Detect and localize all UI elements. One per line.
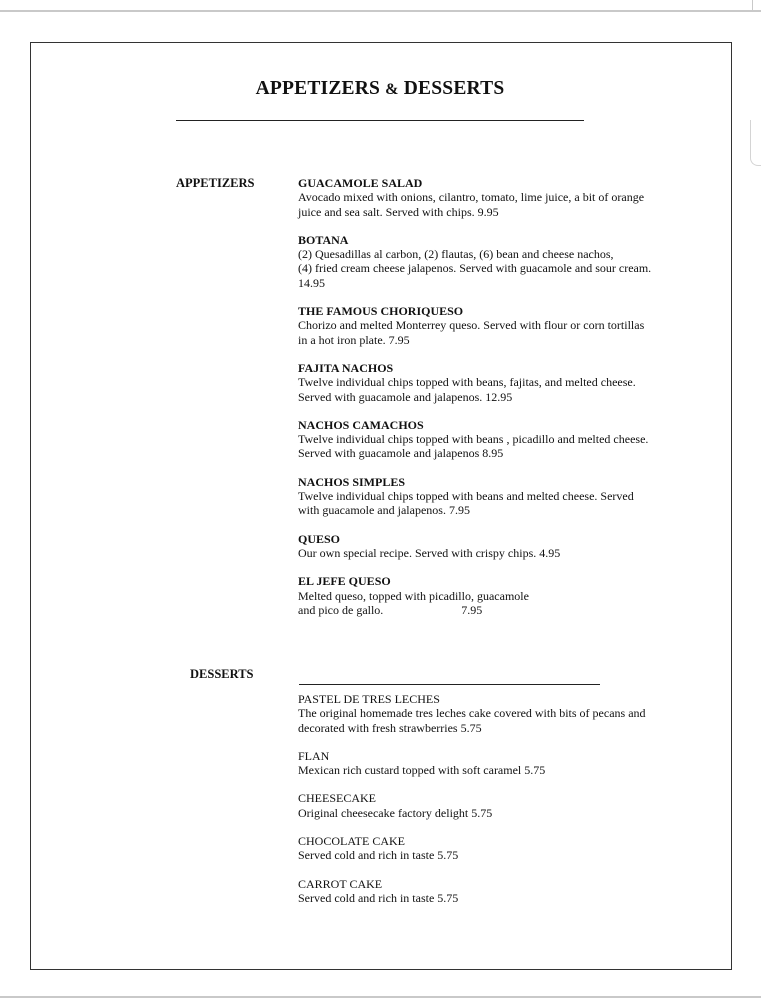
desserts-list (298, 692, 698, 905)
bottom-border-line (0, 996, 761, 998)
menu-item-name: QUESO (298, 531, 341, 546)
menu-item-description: Original cheesecake factory delight 5.75 (298, 805, 493, 820)
menu-item-name: NACHOS SIMPLES (298, 474, 406, 489)
menu-item-name: BOTANA (298, 232, 349, 247)
menu-item-name: PASTEL DE TRES LECHES (298, 692, 440, 706)
menu-item-description: Mexican rich custard topped with soft caramel 5.75 (298, 763, 546, 778)
menu-item (298, 304, 698, 347)
menu-item-description: Served with guacamole and jalapenos. 12.95 (298, 389, 513, 404)
menu-item-description: Chorizo and melted Monterrey queso. Served with flour or corn tortillas (298, 318, 645, 333)
menu-item-name: EL JEFE QUESO (298, 574, 391, 589)
menu-item-description: Avocado mixed with onions, cilantro, tomato, lime juice, a bit of orange (298, 190, 645, 205)
menu-item (298, 532, 698, 561)
menu-item-description: The original homemade tres leches cake covered with bits of pecans and (298, 706, 646, 721)
menu-item (298, 475, 698, 518)
menu-item (298, 834, 698, 863)
top-border-line (0, 10, 761, 12)
menu-item-name: FAJITA NACHOS (298, 360, 394, 375)
title-tail: DESSERTS (403, 78, 505, 99)
menu-item-description: Served cold and rich in taste 5.75 (298, 890, 459, 905)
appetizers-section-label: APPETIZERS (176, 176, 255, 190)
menu-item-description: and pico de gallo. 7.95 (298, 602, 483, 617)
menu-item (298, 692, 698, 735)
menu-item-name: CARROT CAKE (298, 876, 383, 891)
menu-item (298, 877, 698, 906)
menu-item-name: NACHOS CAMACHOS (298, 417, 424, 432)
menu-item-description: Served with guacamole and jalapenos 8.95 (298, 446, 504, 461)
menu-item-description: Twelve individual chips topped with beans, fajitas, and melted cheese. (298, 375, 636, 390)
menu-item-description: in a hot iron plate. 7.95 (298, 332, 410, 347)
desserts-section-label: DESSERTS (190, 667, 254, 681)
menu-item-name: GUACAMOLE SALAD (298, 176, 423, 190)
menu-item-description: Served cold and rich in taste 5.75 (298, 848, 459, 863)
menu-item (298, 233, 698, 290)
menu-item-name: THE FAMOUS CHORIQUESO (298, 304, 464, 319)
title-main: APPETIZERS (255, 78, 381, 99)
menu-item-description: decorated with fresh strawberries 5.75 (298, 720, 482, 735)
menu-item-name: FLAN (298, 748, 330, 763)
page-title (30, 78, 730, 100)
menu-item-description: Our own special recipe. Served with crispy chips. 4.95 (298, 545, 561, 560)
menu-item-name: CHOCOLATE CAKE (298, 834, 405, 849)
menu-item-description: Twelve individual chips topped with beans , picadillo and melted cheese. (298, 432, 649, 447)
title-ampersand: & (385, 81, 399, 98)
menu-item (298, 749, 698, 778)
menu-item-description: Melted queso, topped with picadillo, guacamole (298, 588, 529, 603)
menu-item-description: with guacamole and jalapenos. 7.95 (298, 503, 470, 518)
side-scroll-tab (750, 120, 761, 166)
menu-item-description: juice and sea salt. Served with chips. 9.95 (298, 204, 499, 219)
menu-item (298, 418, 698, 461)
menu-item-description: Twelve individual chips topped with beans and melted cheese. Served (298, 489, 634, 504)
menu-item-description: (2) Quesadillas al carbon, (2) flautas, (6) bean and cheese nachos, (298, 247, 614, 262)
top-tick-mark (752, 0, 753, 10)
menu-item (298, 361, 698, 404)
menu-item (298, 574, 698, 617)
menu-item-description: 14.95 (298, 275, 325, 290)
title-underline (176, 120, 584, 121)
menu-item-description: (4) fried cream cheese jalapenos. Served with guacamole and sour cream. (298, 261, 652, 276)
desserts-divider (299, 684, 600, 685)
menu-item-name: CHEESECAKE (298, 791, 376, 806)
appetizers-list (298, 176, 698, 617)
menu-item (298, 791, 698, 820)
menu-item (298, 176, 698, 219)
